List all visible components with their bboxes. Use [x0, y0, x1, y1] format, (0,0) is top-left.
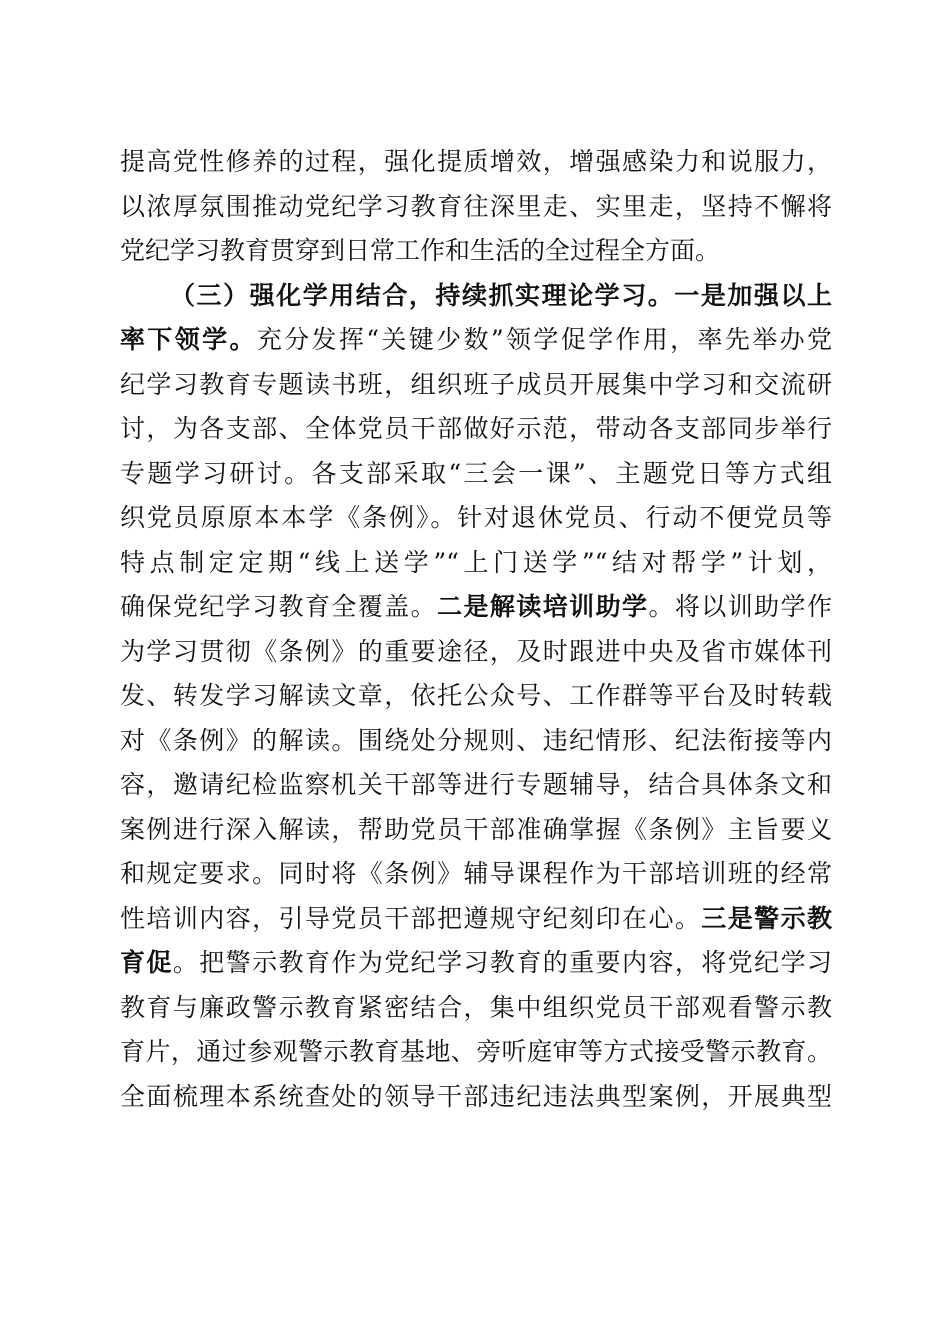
- bold-text-segment: 三是警示教: [701, 903, 832, 933]
- text-segment: 对《条例》的解读。围绕处分规则、违纪情形、纪法衔接等内: [120, 725, 832, 755]
- text-line: [120, 630, 832, 675]
- text-segment: 织党员原原本本学《条例》。针对退休党员、行动不便党员等: [120, 503, 832, 532]
- bold-text-segment: 率下领学。: [120, 325, 257, 354]
- text-line: [120, 452, 832, 497]
- text-line: [120, 986, 832, 1031]
- text-line: [120, 496, 832, 541]
- text-line: [120, 274, 832, 319]
- text-segment: 党纪学习教育贯穿到日常工作和生活的全过程全方面。: [120, 236, 721, 265]
- text-line: [120, 808, 832, 853]
- text-segment: 讨，为各支部、全体党员干部做好示范，带动各支部同步举行: [120, 414, 832, 443]
- text-line: [120, 1075, 832, 1120]
- text-line: [120, 407, 832, 452]
- text-line: [120, 674, 832, 719]
- bold-text-segment: 育促: [120, 948, 173, 977]
- text-line: [120, 585, 832, 630]
- text-segment: 性培训内容，引导党员干部把遵规守纪刻印在心。: [120, 903, 702, 933]
- text-line: [120, 719, 832, 764]
- text-line: [120, 229, 832, 274]
- text-segment: 发、转发学习解读文章，依托公众号、工作群等平台及时转载: [120, 681, 832, 710]
- bold-text-segment: 二是解读培训助学: [437, 592, 649, 621]
- text-segment: 确保党纪学习教育全覆盖。: [120, 592, 438, 621]
- text-line: [120, 185, 832, 230]
- text-line: [120, 852, 832, 897]
- text-segment: 案例进行深入解读，帮助党员干部准确掌握《条例》主旨要义: [120, 814, 832, 844]
- text-segment: 充分发挥“关键少数”领学促学作用，率先举办党: [256, 325, 832, 354]
- text-segment: 专题学习研讨。各支部采取“三会一课”、主题党日等方式组: [120, 458, 832, 488]
- text-segment: 全面梳理本系统查处的领导干部违纪违法典型案例，开展典型: [120, 1081, 832, 1111]
- text-line: [120, 763, 832, 808]
- text-segment: 和规定要求。同时将《条例》辅导课程作为干部培训班的经常: [120, 859, 832, 888]
- text-segment: 。将以训助学作: [648, 592, 832, 621]
- text-segment: 特点制定定期“线上送学”“上门送学”“结对帮学”计划，: [120, 547, 832, 577]
- text-line: [120, 318, 832, 363]
- text-line: [120, 941, 832, 986]
- text-segment: 育片，通过参观警示教育基地、旁听庭审等方式接受警示教育。: [120, 1037, 832, 1066]
- text-segment: 教育与廉政警示教育紧密结合，集中组织党员干部观看警示教: [120, 992, 832, 1022]
- text-line: [120, 897, 832, 942]
- text-segment: 容，邀请纪检监察机关干部等进行专题辅导，结合具体条文和: [120, 770, 832, 799]
- document-body: [120, 140, 832, 1119]
- text-segment: 为学习贯彻《条例》的重要途径，及时跟进中央及省市媒体刊: [120, 636, 832, 666]
- text-line: [120, 363, 832, 408]
- text-segment: 以浓厚氛围推动党纪学习教育往深里走、实里走，坚持不懈将: [120, 191, 832, 221]
- text-line: [120, 1030, 832, 1075]
- bold-text-segment: （三）强化学用结合，持续抓实理论学习。一是加强以上: [170, 280, 832, 310]
- text-line: [120, 541, 832, 586]
- text-line: [120, 140, 832, 185]
- text-segment: 纪学习教育专题读书班，组织班子成员开展集中学习和交流研: [120, 369, 832, 399]
- text-segment: 提高党性修养的过程，强化提质增效，增强感染力和说服力，: [120, 147, 832, 176]
- text-segment: 。把警示教育作为党纪学习教育的重要内容，将党纪学习: [172, 948, 832, 977]
